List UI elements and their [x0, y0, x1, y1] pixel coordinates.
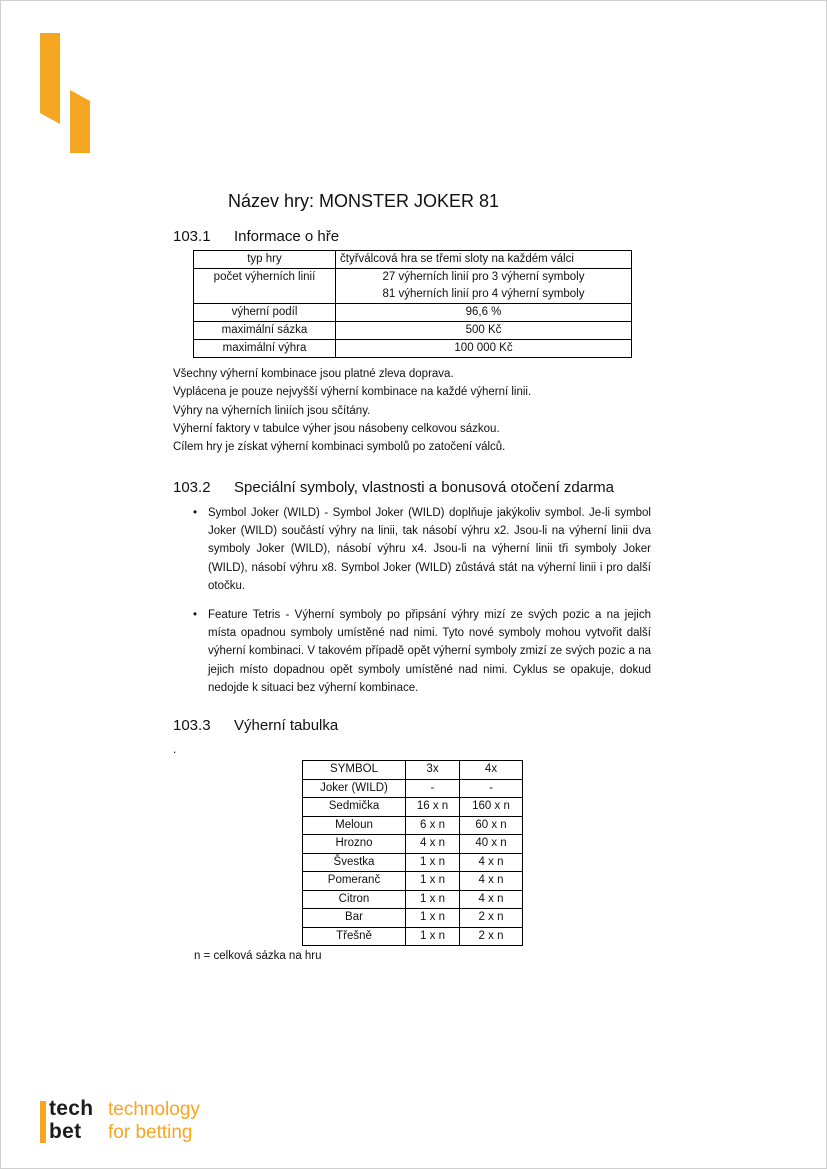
payout-cell: 1 x n [406, 853, 460, 872]
table-row [303, 890, 523, 909]
rule-line: Výhry na výherních liniích jsou sčítány. [173, 404, 371, 417]
section-title: Informace o hře [234, 228, 340, 245]
feature-text: Feature Tetris - Výherní symboly po připsání výhry mizí ze svých pozic a na jejich místa opadnou symboly umístěné nad nimi. Tyto nové symboly mohou vytvořit další výherní kombinaci. V takovém případě opět výherní symboly zmizí ze svých pozic a na jejich místo dopadnou opět symboly umístěné nad nimi. Cyklus se opakuje, dokud nedojde k situaci bez výherní kombinace. [208, 609, 651, 694]
logo-word-tech: tech [49, 1097, 94, 1120]
section-number: 103.3 [173, 717, 211, 734]
special-features-list [193, 504, 651, 708]
payout-cell: - [406, 779, 460, 798]
feature-text: Symbol Joker (WILD) - Symbol Joker (WILD) doplňuje jakýkoliv symbol. Je-li symbol Joker (WILD) součástí výhry na linii, tak násobí výhru x2. Jsou-li na výherní linii dva symboly Joker (WILD), násobí výhru x4. Jsou-li na výherní linii tři symboly Joker (WILD), násobí výhru x8. Symbol Joker (WILD) zůstává stát na výherní linii i pro další otočku. [208, 507, 651, 592]
table-row [303, 798, 523, 817]
logo-accent-bar [40, 1101, 46, 1143]
table-row [303, 816, 523, 835]
section-number: 103.2 [173, 479, 211, 496]
info-label: maximální sázka [194, 322, 336, 340]
symbol-cell: Bar [303, 909, 406, 928]
table-row [303, 779, 523, 798]
brand-mark-logo [40, 33, 92, 155]
paytable-note: n = celková sázka na hru [194, 950, 322, 962]
logo-tagline-2: for betting [108, 1122, 193, 1143]
symbol-cell: Švestka [303, 853, 406, 872]
payout-cell: - [460, 779, 523, 798]
section-103-2-heading [173, 479, 614, 496]
payout-cell: 1 x n [406, 909, 460, 928]
table-row [303, 835, 523, 854]
section-103-3-heading [173, 717, 338, 734]
payout-cell: 1 x n [406, 872, 460, 891]
rule-line: Cílem hry je získat výherní kombinaci symbolů po zatočení válců. [173, 441, 506, 454]
section-number: 103.1 [173, 228, 211, 245]
info-value: 81 výherních linií pro 4 výherní symboly [336, 286, 632, 304]
section-title: Výherní tabulka [234, 717, 339, 734]
bullet-icon: • [193, 507, 198, 519]
paytable [302, 760, 523, 946]
table-row [194, 269, 632, 287]
logo-tagline-1: technology [108, 1099, 200, 1120]
column-header: 3x [406, 761, 460, 780]
table-header-row [303, 761, 523, 780]
stray-dot: . [173, 744, 177, 756]
column-header: 4x [460, 761, 523, 780]
rule-line: Vyplácena je pouze nejvyšší výherní kombinace na každé výherní linii. [173, 386, 532, 399]
payout-cell: 6 x n [406, 816, 460, 835]
table-row [303, 909, 523, 928]
payout-cell: 2 x n [460, 927, 523, 946]
rule-line: Výherní faktory v tabulce výher jsou násobeny celkovou sázkou. [173, 422, 500, 435]
payout-cell: 4 x n [460, 872, 523, 891]
list-item [193, 606, 651, 697]
table-row [303, 853, 523, 872]
table-row [194, 304, 632, 322]
payout-cell: 4 x n [460, 890, 523, 909]
info-label: maximální výhra [194, 340, 336, 358]
payout-cell: 40 x n [460, 835, 523, 854]
bullet-icon: • [193, 609, 198, 622]
logo-word-bet: bet [49, 1120, 82, 1143]
rules-text [173, 365, 531, 456]
game-info-table [193, 250, 632, 358]
info-value: 100 000 Kč [336, 340, 632, 358]
section-title: Speciální symboly, vlastnosti a bonusová otočení zdarma [234, 479, 614, 496]
table-row [194, 340, 632, 358]
info-label: počet výherních linií [194, 269, 336, 304]
info-label: výherní podíl [194, 304, 336, 322]
info-value: čtyřválcová hra se třemi sloty na každém válci [336, 251, 632, 269]
rule-line: Všechny výherní kombinace jsou platné zleva doprava. [173, 368, 454, 380]
table-row [303, 927, 523, 946]
symbol-cell: Meloun [303, 816, 406, 835]
table-row [194, 322, 632, 340]
symbol-cell: Citron [303, 890, 406, 909]
symbol-cell: Pomeranč [303, 872, 406, 891]
table-row [303, 872, 523, 891]
payout-cell: 16 x n [406, 798, 460, 817]
payout-cell: 1 x n [406, 890, 460, 909]
symbol-cell: Joker (WILD) [303, 779, 406, 798]
info-value: 96,6 % [336, 304, 632, 322]
list-item [193, 504, 651, 595]
payout-cell: 4 x n [406, 835, 460, 854]
game-title: Název hry: MONSTER JOKER 81 [228, 191, 500, 211]
table-row [194, 251, 632, 269]
info-value: 27 výherních linií pro 3 výherní symboly [336, 269, 632, 287]
payout-cell: 60 x n [460, 816, 523, 835]
info-label: typ hry [194, 251, 336, 269]
info-value: 500 Kč [336, 322, 632, 340]
payout-cell: 2 x n [460, 909, 523, 928]
payout-cell: 160 x n [460, 798, 523, 817]
section-103-1-heading [173, 228, 339, 245]
payout-cell: 1 x n [406, 927, 460, 946]
symbol-cell: Sedmička [303, 798, 406, 817]
column-header: SYMBOL [303, 761, 406, 780]
symbol-cell: Třešně [303, 927, 406, 946]
symbol-cell: Hrozno [303, 835, 406, 854]
payout-cell: 4 x n [460, 853, 523, 872]
